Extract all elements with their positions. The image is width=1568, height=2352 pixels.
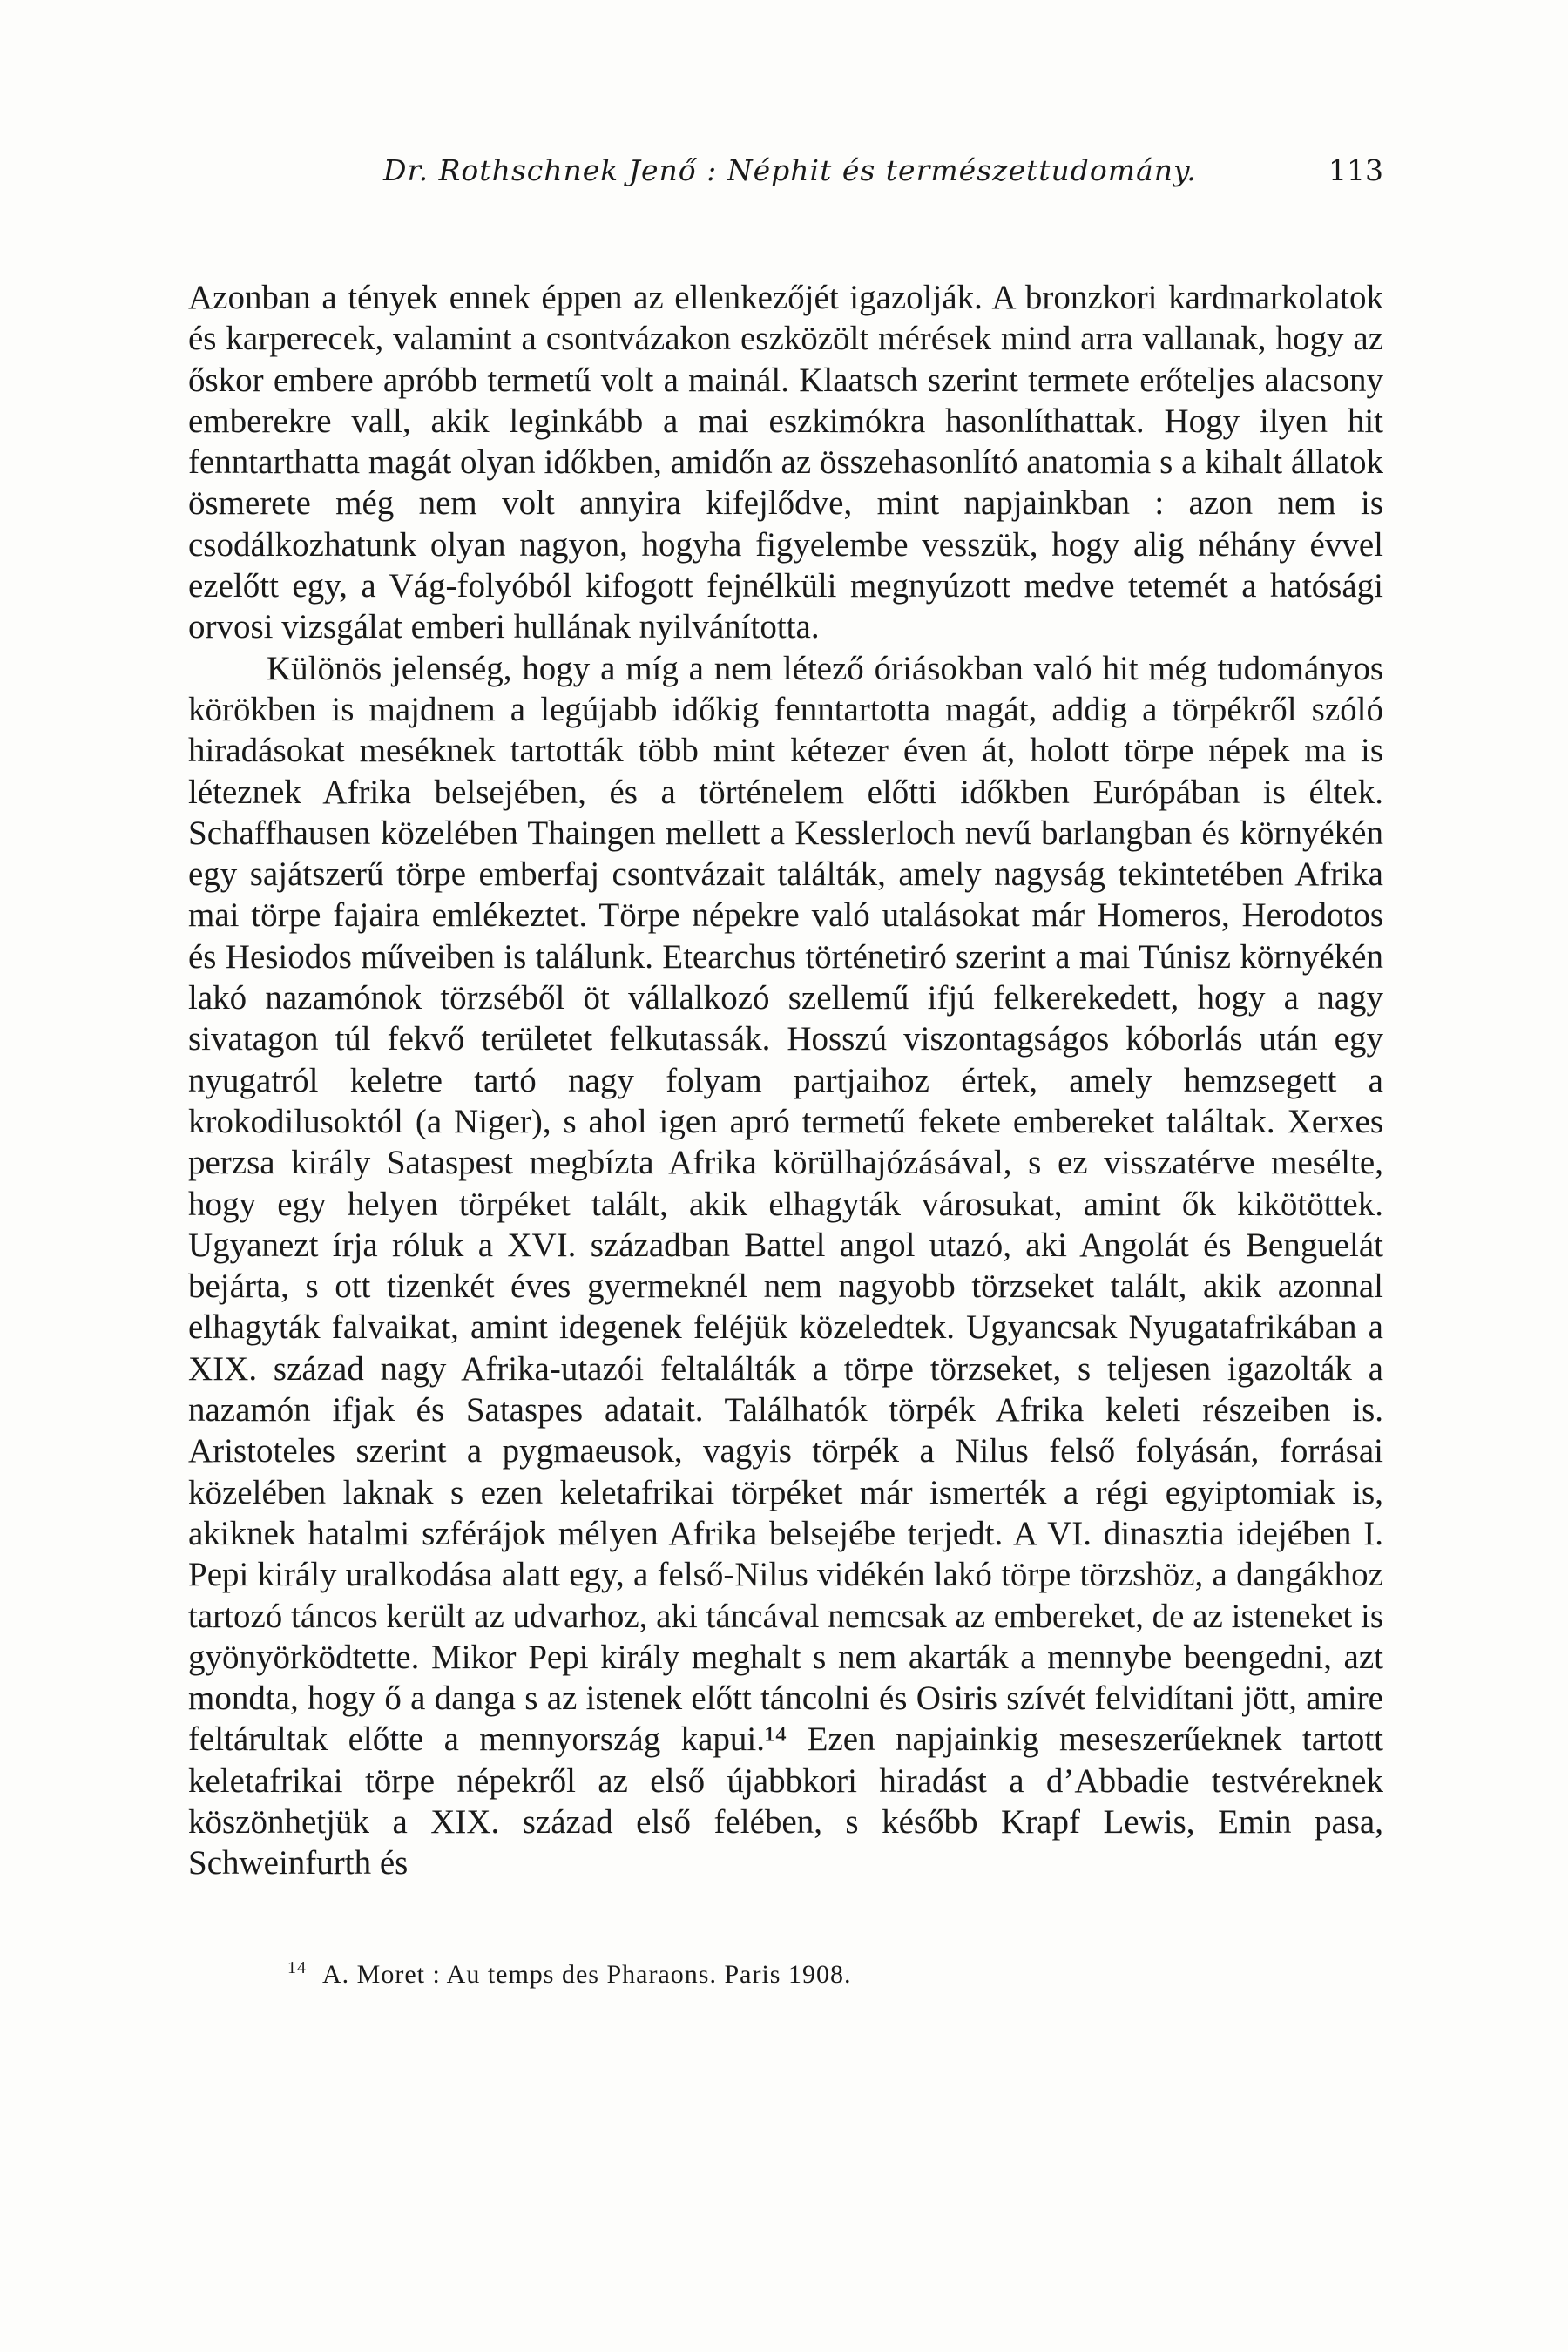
footnote-text: A. Moret : Au temps des Pharaons. Paris 1908. — [322, 1960, 852, 1989]
running-header — [188, 153, 1383, 197]
footnote — [287, 1958, 851, 1990]
paragraph-2: Különös jelenség, hogy a míg a nem létező óriásokban való hit még tudományos körökben is majdnem a legújabb időkig fenntartotta magát, addig a törpékről szóló hiradásokat meséknek tartották több mint kétezer éven át, holott törpe népek ma is léteznek Afrika belsejében, és a történelem előtti időkben Európában is éltek. Schaffhausen közelében Thaingen mellett a Kesslerloch nevű barlangban és környékén egy sajátszerű törpe emberfaj csontvázait találták, amely nagyság tekintetében Afrika mai törpe fajaira emlékeztet. Törpe népekre való utalásokat már Homeros, Herodotos és Hesiodos műveiben is találunk. Etearchus történetiró szerint a mai Túnisz környékén lakó nazamónok törzséből öt vállalkozó szellemű ifjú felkerekedett, hogy a nagy sivatagon túl fekvő területet felkutassák. Hosszú viszontagságos kóborlás után egy nyugatról keletre tartó nagy folyam partjaihoz értek, amely hemzsegett a krokodilusoktól (a Niger), s ahol igen apró termetű fekete embereket találtak. Xerxes perzsa király Sataspest megbízta Afrika körülhajózásával, s ez visszatérve mesélte, hogy egy helyen törpéket talált, akik elhagyták városukat, amint ők kikötöttek. Ugyanezt írja róluk a XVI. században Battel angol utazó, aki Angolát és Benguelát bejárta, s ott tizenkét éves gyermeknél nem nagyobb törzseket talált, akik azonnal elhagyták falvaikat, amint idegenek feléjük közeledtek. Ugyancsak Nyugatafrikában a XIX. század nagy Afrika-utazói feltalálták a törpe törzseket, s teljesen igazolták a nazamón ifjak és Sataspes adatait. Találhatók törpék Afrika keleti részeiben is. Aristoteles szerint a pygmaeusok, vagyis törpék a Nilus felső folyásán, forrásai közelében laknak s ezen keletafrikai törpéket már ismerték a régi egyiptomiak is, akiknek hatalmi szférájok mélyen Afrika belsejébe terjedt. A VI. dinasztia idejében I. Pepi király uralkodása alatt egy, a felső-Nilus vidékén lakó törpe törzshöz, a dangákhoz tartozó táncos került az udvarhoz, aki táncával nemcsak az embereket, de az isteneket is gyönyörködtette. Mikor Pepi király meghalt s nem akarták a mennybe beengedni, azt mondta, hogy ő a danga s az istenek előtt táncolni és Osiris szívét felvidítani jött, amire feltárultak előtte a mennyország kapui.¹⁴ Ezen napjainkig meseszerűeknek tartott keletafrikai törpe népekről az első újabbkori hiradást a d’Abbadie testvéreknek köszönhetjük a XIX. század első felében, s később Krapf Lewis, Emin pasa, Schweinfurth és — [188, 649, 1383, 1882]
page-number: 113 — [1328, 153, 1383, 187]
body-text — [188, 277, 1383, 1884]
footnote-number: 14 — [287, 1958, 307, 1977]
running-title: Dr. Rothschnek Jenő : Néphit és természettudomány. — [383, 153, 1197, 187]
paragraph-1: Azonban a tények ennek éppen az ellenkezőjét igazolják. A bronzkori kardmarkolatok és karperecek, valamint a csontvázakon eszközölt mérések mind arra vallanak, hogy az őskor embere apróbb termetű volt a mainál. Klaatsch szerint termete erőteljes alacsony emberekre vall, akik leginkább a mai eszkimókra hasonlíthattak. Hogy ilyen hit fenntarthatta magát olyan időkben, amidőn az összehasonlító anatomia s a kihalt állatok ösmerete még nem volt annyira kifejlődve, mint napjainkban : azon nem is csodálkozhatunk olyan nagyon, hogyha figyelembe vesszük, hogy alig néhány évvel ezelőtt egy, a Vág-folyóból kifogott fejnélküli megnyúzott medve tetemét a hatósági orvosi vizsgálat emberi hullának nyilvánította. — [188, 279, 1383, 646]
